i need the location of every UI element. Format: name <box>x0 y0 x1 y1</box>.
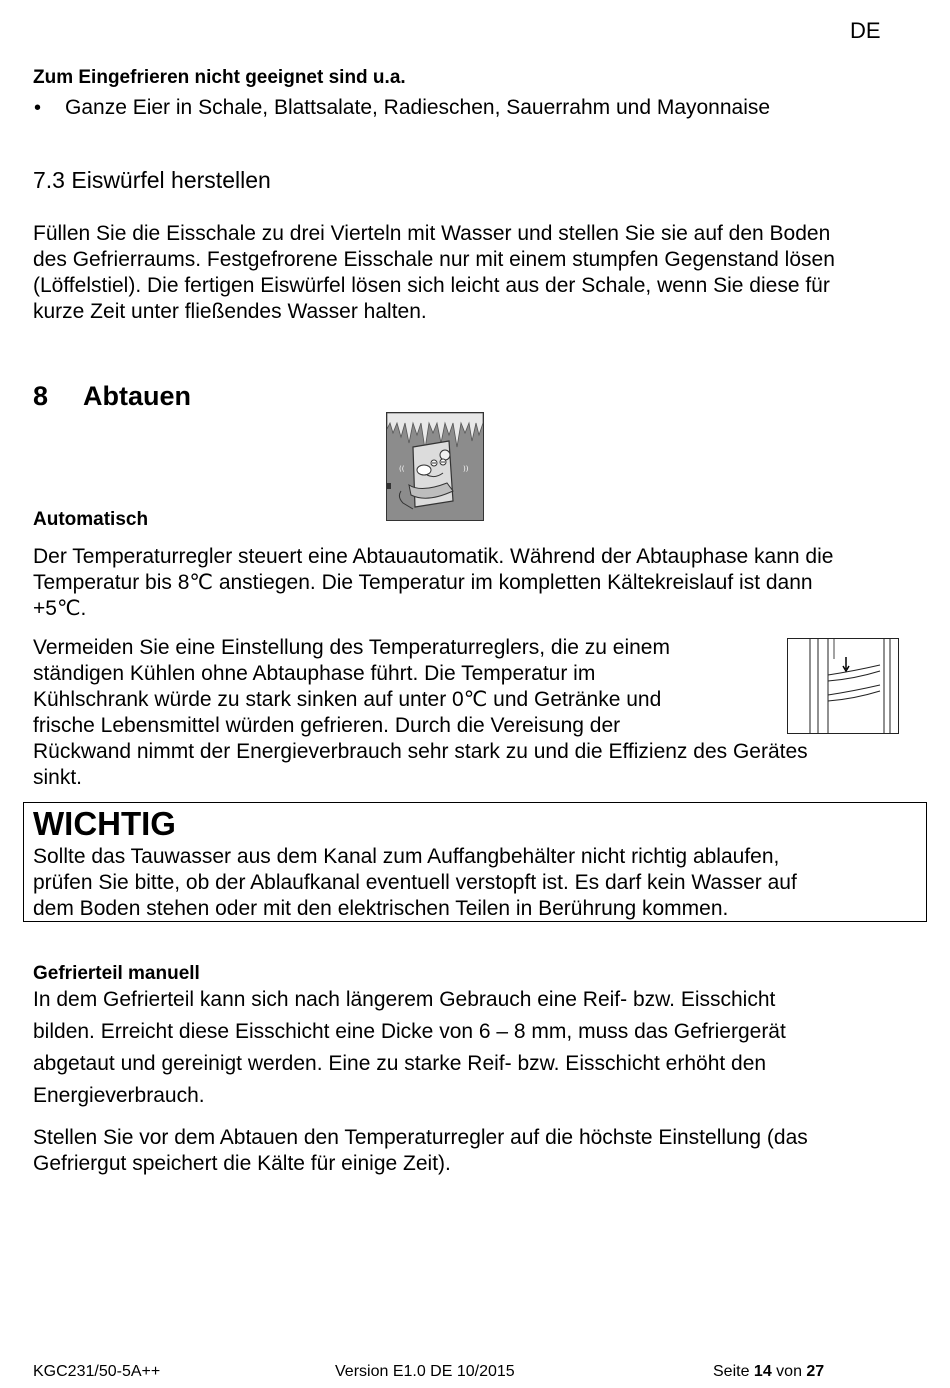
text-line: kurze Zeit unter fließendes Wasser halten. <box>33 300 427 323</box>
freeze-list-item: Ganze Eier in Schale, Blattsalate, Radieschen, Sauerrahm und Mayonnaise <box>65 96 771 119</box>
gefrierteil-paragraph-2 <box>33 1125 808 1177</box>
text-line: des Gefrierraums. Festgefrorene Eisschale nur mit einem stumpfen Gegenstand lösen <box>33 248 835 271</box>
text-line: In dem Gefrierteil kann sich nach längerem Gebrauch eine Reif- bzw. Eisschicht <box>33 988 776 1011</box>
page-total: 27 <box>806 1363 825 1380</box>
text-line: Rückwand nimmt der Energieverbrauch sehr stark zu und die Effizienz des Gerätes <box>33 740 808 763</box>
automatisch-heading: Automatisch <box>33 509 149 530</box>
text-line: bilden. Erreicht diese Eisschicht eine Dicke von 6 – 8 mm, muss das Gefriergerät <box>33 1020 786 1043</box>
text-line: ständigen Kühlen ohne Abtauphase führt. Die Temperatur im <box>33 662 596 685</box>
section-8-title: Abtauen <box>83 381 191 411</box>
bullet-dot: • <box>34 97 42 119</box>
text-line: +5℃. <box>33 597 87 620</box>
automatisch-paragraph-1 <box>33 544 833 622</box>
fridge-interior-illustration <box>787 638 899 734</box>
fridge-shelf-icon <box>788 639 898 733</box>
text-line: dem Boden stehen oder mit den elektrischen Teilen in Berührung kommen. <box>33 897 729 920</box>
section-7-3-paragraph <box>33 221 835 325</box>
text-line: abgetaut und gereinigt werden. Eine zu starke Reif- bzw. Eisschicht erhöht den <box>33 1052 767 1075</box>
section-8-number: 8 <box>33 381 49 411</box>
footer-page-number <box>713 1362 824 1382</box>
gefrierteil-heading: Gefrierteil manuell <box>33 963 200 984</box>
page-current: 14 <box>753 1363 772 1380</box>
ice-character-icon <box>387 413 483 520</box>
important-title: WICHTIG <box>33 805 176 842</box>
section-8-heading <box>33 380 191 412</box>
section-7-3-heading: 7.3 Eiswürfel herstellen <box>33 167 271 193</box>
text-line: Vermeiden Sie eine Einstellung des Temperaturreglers, die zu einem <box>33 636 670 659</box>
text-line: Der Temperaturregler steuert eine Abtauautomatik. Während der Abtauphase kann die <box>33 545 834 568</box>
text-line: Temperatur bis 8℃ anstiegen. Die Temperatur im kompletten Kältekreislauf ist dann <box>33 571 813 594</box>
page-prefix: Seite <box>713 1363 754 1380</box>
page-mid: von <box>771 1363 807 1380</box>
text-line: sinkt. <box>33 766 83 789</box>
text-line: Füllen Sie die Eisschale zu drei Vierteln mit Wasser und stellen Sie sie auf den Boden <box>33 222 831 245</box>
text-line: Energieverbrauch. <box>33 1084 205 1107</box>
text-line: Sollte das Tauwasser aus dem Kanal zum Auffangbehälter nicht richtig ablaufen, <box>33 845 780 868</box>
text-line: Gefriergut speichert die Kälte für einige Zeit). <box>33 1152 451 1175</box>
automatisch-paragraph-2 <box>33 635 808 791</box>
freeze-list-heading: Zum Eingefrieren nicht geeignet sind u.a. <box>33 67 406 88</box>
defrost-illustration <box>386 412 484 521</box>
text-line: Kühlschrank würde zu stark sinken auf unter 0℃ und Getränke und <box>33 688 662 711</box>
text-line: (Löffelstiel). Die fertigen Eiswürfel lösen sich leicht aus der Schale, wenn Sie diese für <box>33 274 830 297</box>
footer-model: KGC231/50-5A++ <box>33 1363 161 1380</box>
important-text <box>33 844 797 922</box>
text-line: frische Lebensmittel würden gefrieren. Durch die Vereisung der <box>33 714 621 737</box>
footer-version: Version E1.0 DE 10/2015 <box>335 1363 515 1380</box>
language-code: DE <box>850 18 881 43</box>
gefrierteil-paragraph-1 <box>33 987 786 1115</box>
svg-text:((: (( <box>399 465 405 473</box>
svg-text:)): )) <box>463 465 469 473</box>
text-line: prüfen Sie bitte, ob der Ablaufkanal eventuell verstopft ist. Es darf kein Wasser auf <box>33 871 797 894</box>
text-line: Stellen Sie vor dem Abtauen den Temperaturregler auf die höchste Einstellung (das <box>33 1126 808 1149</box>
